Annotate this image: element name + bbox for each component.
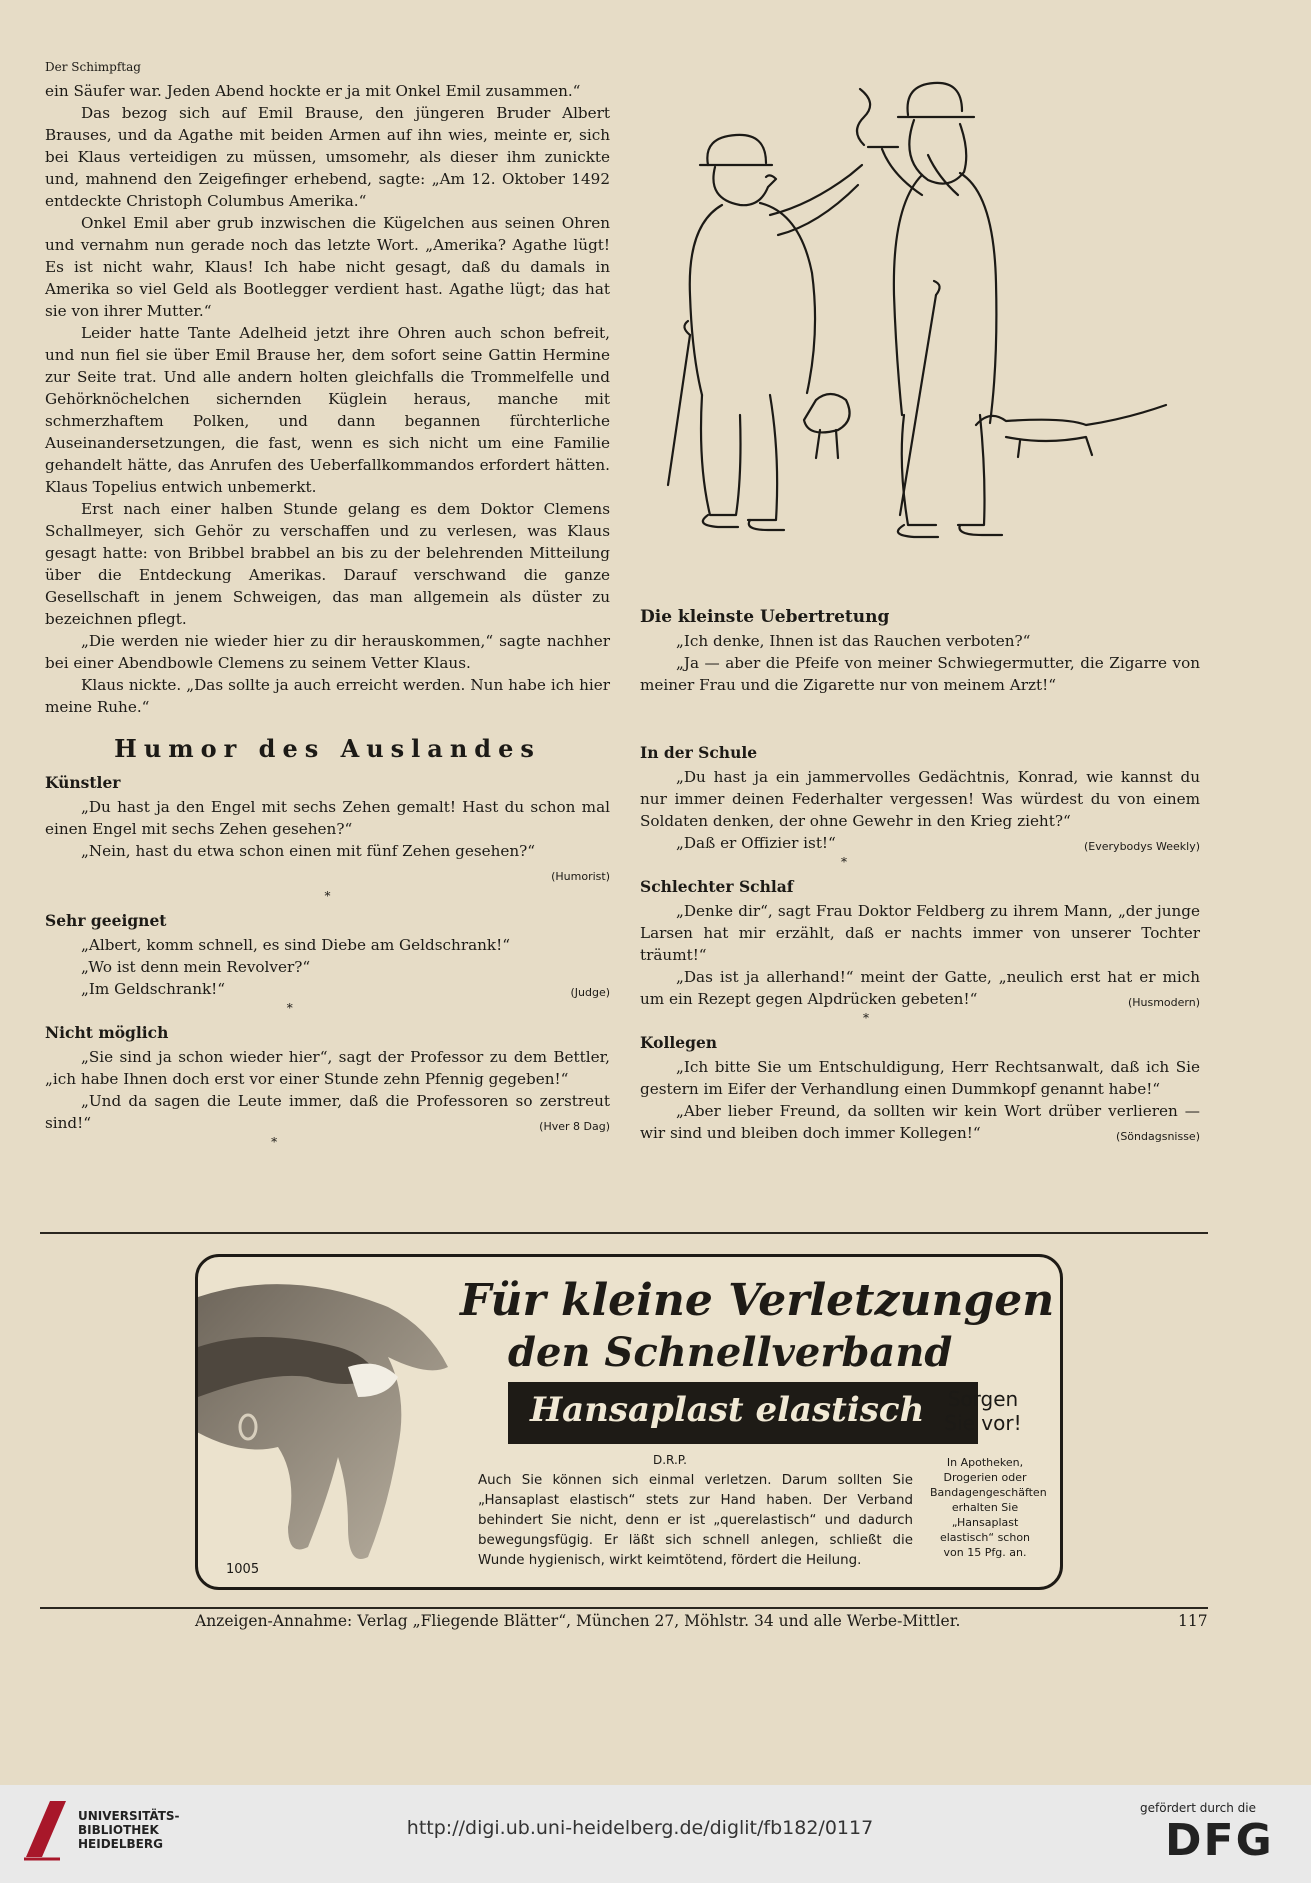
- viewer-bottom-bar: [0, 1785, 1311, 1883]
- ad-headline-line2: den Schnellverband: [508, 1329, 953, 1376]
- story-paragraph: Erst nach einer halben Stunde gelang es dem Doktor Clemens Schallmeyer, sich Gehör zu verschaffen und zu verlesen, was Klaus gesagt hatte: von Bribbel brabbel an bis zu der belehrenden Mitteilung über die Entdeckung Amerikas. Darauf verschwand die ganze Gesellschaft in jenem Schweigen, das man allgemein als düster zu bezeichnen pflegt.: [45, 500, 610, 628]
- running-head: Der Schimpftag: [45, 60, 141, 74]
- ad-body-text: Auch Sie können sich einmal verletzen. Darum sollten Sie „Hansaplast elastisch“ stets zur Hand haben. Der Verband behindert Sie nicht, denn er ist „querelastisch“ und dadurch bewegungsfügig. Er läßt sich schnell anlegen, schließt die Wunde hygienisch, wirkt keimtötend, fördert die Heilung.: [478, 1473, 913, 1568]
- right-column: [640, 600, 1200, 1148]
- joke-line: „Ich bitte Sie um Entschuldigung, Herr Rechtsanwalt, daß ich Sie gestern im Eifer der Verhandlung einen Dummkopf genannt habe!“: [640, 1058, 1200, 1098]
- joke-source: (Humorist): [551, 870, 610, 883]
- library-name: UNIVERSITÄTS- BIBLIOTHEK HEIDELBERG: [78, 1809, 180, 1851]
- cartoon-illustration: [660, 65, 1210, 585]
- cartoon-line: „Ich denke, Ihnen ist das Rauchen verboten?“: [676, 632, 1031, 650]
- hansaplast-advertisement: [195, 1254, 1063, 1590]
- joke-line: „Du hast ja ein jammervolles Gedächtnis, Konrad, wie kannst du nur immer deinen Federhalter vergessen! Was würdest du von einem Soldaten denken, der ohne Gewehr in den Krieg zieht?“: [640, 768, 1200, 830]
- story-paragraph: Klaus nickte. „Das sollte ja auch erreicht werden. Nun habe ich hier meine Ruhe.“: [45, 676, 610, 716]
- footer-rule: [40, 1607, 1208, 1609]
- joke-source: (Hver 8 Dag): [539, 1120, 610, 1133]
- joke-line: „Denke dir“, sagt Frau Doktor Feldberg zu ihrem Mann, „der junge Larsen hat mir erzählt, daß er nachts immer von unserer Tochter träumt!“: [640, 902, 1200, 964]
- joke-line: „Aber lieber Freund, da sollten wir kein Wort drüber verlieren — wir sind und bleiben doch immer Kollegen!“ (Söndagsnisse): [640, 1100, 1200, 1144]
- joke-line: „Das ist ja allerhand!“ meint der Gatte, „neulich erst hat er mich um ein Rezept gegen Alpdrücken gebeten!“ (Husmodern): [640, 966, 1200, 1010]
- joke-title: Künstler: [45, 773, 121, 792]
- page-number: 117: [1178, 1612, 1208, 1630]
- cartoon-line: „Ja — aber die Pfeife von meiner Schwiegermutter, die Zigarre von meiner Frau und die Zigarette nur von meinem Arzt!“: [640, 654, 1200, 694]
- story-paragraph: Leider hatte Tante Adelheid jetzt ihre Ohren auch schon befreit, und nun fiel sie über Emil Brause her, dem sofort seine Gattin Hermine zur Seite trat. Und alle andern holten gleichfalls die Trommelfelle und Gehörknöchelchen sichernden Küglein heraus, manche mit schmerzhaftem Polken, und dann begannen fürchterliche Auseinandersetzungen, die fast, wenn es sich nicht um eine Familie gehandelt hätte, das Anrufen des Ueberfallkommandos erfordert hätten. Klaus Topelius entwich unbemerkt.: [45, 324, 610, 496]
- ad-brand-name: Hansaplast elastisch: [530, 1390, 925, 1430]
- hands-photo: [198, 1257, 498, 1587]
- joke-source: (Söndagsnisse): [1116, 1130, 1200, 1143]
- footer-text: Anzeigen-Annahme: Verlag „Fliegende Blätter“, München 27, Möhlstr. 34 und alle Werbe-Mittler.: [195, 1612, 961, 1630]
- story-paragraph: Das bezog sich auf Emil Brause, den jüngeren Bruder Albert Brauses, und da Agathe mit beiden Armen auf ihn wies, meinte er, sich bei Klaus verteidigen zu müssen, umsomehr, als dieser ihm zunickte und, mahnend den Zeigefinger erhebend, sagte: „Am 12. Oktober 1492 entdeckte Christoph Columbus Amerika.“: [45, 104, 610, 210]
- joke-source: (Everybodys Weekly): [1084, 840, 1200, 853]
- ad-brand-banner: [508, 1382, 978, 1444]
- separator-star: *: [271, 1135, 278, 1149]
- separator-star: *: [324, 889, 331, 903]
- joke-line: „Daß er Offizier ist!“ (Everybodys Weekly): [640, 832, 1200, 854]
- ad-slogan: Sorgen Sie vor!: [944, 1387, 1022, 1435]
- joke-line: „Nein, hast du etwa schon einen mit fünf Zehen gesehen?“: [81, 842, 536, 860]
- divider-rule: [40, 1232, 1208, 1234]
- separator-star: *: [862, 1011, 869, 1025]
- joke-source: (Judge): [570, 986, 610, 999]
- ad-patent-mark: D.R.P.: [653, 1453, 687, 1467]
- university-library-logo-icon: [20, 1797, 72, 1863]
- section-title: Humor des Auslandes: [114, 734, 541, 763]
- joke-source: (Husmodern): [1127, 996, 1200, 1009]
- joke-line: „Im Geldschrank!“ (Judge): [45, 978, 610, 1000]
- permalink-url[interactable]: http://digi.ub.uni-heidelberg.de/diglit/fb182/0117: [406, 1817, 874, 1839]
- hands-shape: [198, 1284, 448, 1559]
- cartoon-title: Die kleinste Uebertretung: [640, 607, 890, 627]
- ad-side-text: In Apotheken, Drogerien oder Bandagengeschäften erhalten Sie „Hansaplast elastisch“ schon von 15 Pfg. an.: [930, 1456, 1047, 1559]
- left-column: [45, 80, 610, 1150]
- joke-title: Sehr geeignet: [45, 911, 167, 930]
- joke-title: Nicht möglich: [45, 1023, 169, 1042]
- dfg-logo: DFG: [1165, 1815, 1274, 1866]
- joke-title: Schlechter Schlaf: [640, 877, 794, 896]
- separator-star: *: [841, 855, 847, 869]
- joke-line: „Sie sind ja schon wieder hier“, sagt der Professor zu dem Bettler, „ich habe Ihnen doch erst vor einer Stunde zehn Pfennig gegeben!“: [45, 1048, 610, 1088]
- separator-star: *: [286, 1001, 293, 1015]
- joke-line: „Und da sagen die Leute immer, daß die Professoren so zerstreut sind!“ (Hver 8 Dag): [45, 1090, 610, 1134]
- joke-title: Kollegen: [640, 1033, 718, 1052]
- ad-number: 1005: [226, 1562, 260, 1577]
- story-paragraph: „Die werden nie wieder hier zu dir herauskommen,“ sagte nachher bei einer Abendbowle Clemens zu seinem Vetter Klaus.: [45, 632, 610, 672]
- story-paragraph: Onkel Emil aber grub inzwischen die Kügelchen aus seinen Ohren und vernahm nun gerade noch das letzte Wort. „Amerika? Agathe lügt! Es ist nicht wahr, Klaus! Ich habe nicht gesagt, daß du damals in Amerika so viel Geld als Bootlegger verdient hast. Agathe lügt; das hat sie von ihrer Mutter.“: [45, 214, 610, 320]
- funding-label: gefördert durch die: [1140, 1801, 1256, 1815]
- joke-line: „Wo ist denn mein Revolver?“: [81, 958, 311, 976]
- ad-headline-line1: Für kleine Verletzungen: [460, 1275, 1055, 1326]
- joke-line: „Du hast ja den Engel mit sechs Zehen gemalt! Hast du schon mal einen Engel mit sechs Zehen gesehen?“: [45, 798, 610, 838]
- story-paragraph: ein Säufer war. Jeden Abend hockte er ja mit Onkel Emil zusammen.“: [45, 82, 581, 100]
- joke-line: „Albert, komm schnell, es sind Diebe am Geldschrank!“: [81, 936, 511, 954]
- joke-title: In der Schule: [640, 743, 758, 762]
